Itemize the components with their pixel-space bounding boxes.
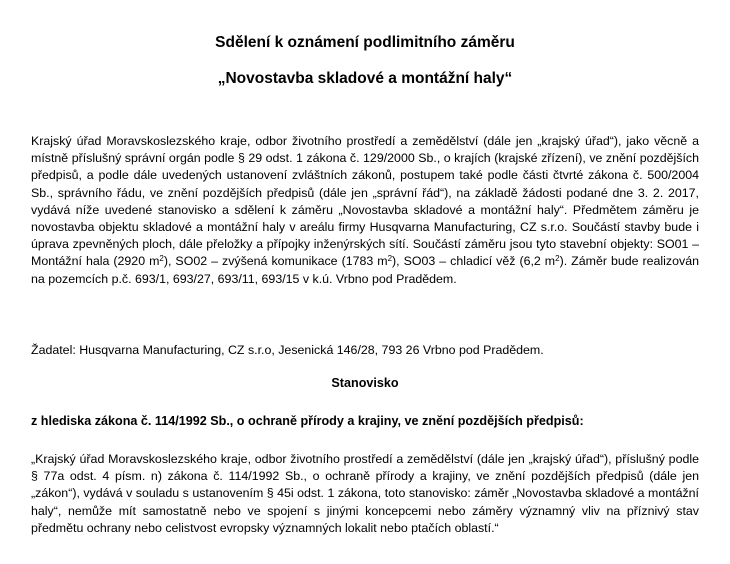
section-heading: Stanovisko — [331, 376, 399, 390]
document-subtitle: „Novostavba skladové a montážní haly“ — [217, 70, 513, 87]
quote-paragraph: „Krajský úřad Moravskoslezského kraje, odbor životního prostředí a zemědělství (dále jen „krajský úřad“), příslušný podle § 77a odst. 4 písm. n) zákona č. 114/1992 Sb., o ochraně přírody a krajiny, ve znění pozdějších předpisů (dále jen „zákon“), vydává v souladu s ustanovením § 45i odst. 1 zákona, toto stanovisko: záměr „Novostavba skladové a montážní haly“, nemůže mít samostatně nebo ve spojení s jinými koncepcemi nebo záměry významný vliv na příznivý stav předmětu ochrany nebo celistvost evropsky významných lokalit nebo ptačích oblastí.“ — [31, 452, 699, 535]
superscript-2: 2 — [387, 254, 393, 264]
document-title: Sdělení k oznámení podlimitního záměru — [215, 34, 515, 51]
intro-text-3: ), SO03 – chladicí věž (6,2 m — [392, 254, 556, 269]
applicant-line: Žadatel: Husqvarna Manufacturing, CZ s.r.o, Jesenická 146/28, 793 26 Vrbno pod Pradědem. — [31, 343, 544, 357]
intro-text-1: Krajský úřad Moravskoslezského kraje, odbor životního prostředí a zemědělství (dále jen „krajský úřad“), jako věcně a místně příslušný správní orgán podle § 29 odst. 1 zákona č. 129/2000 Sb., o krajích (krajské zřízení), ve znění pozdějších předpisů, a podle dále uvedených ustanovení zvláštních zákonů, postupem také podle části čtvrté zákona č. 500/2004 Sb., správního řádu, ve znění pozdějších předpisů (dále jen „správní řád“), na základě žádosti podané dne 3. 2. 2017, vydává níže uvedené stanovisko a sdělení k záměru „Novostavba skladové a montážní haly“. Předmětem záměru je novostavba objektu skladové a montážní haly v areálu firmy Husqvarna Manufacturing, CZ s.r.o. Součástí stavby bude i úprava zpevněných ploch, dále přeložky a přípojky inženýrských sítí. Součástí záměru jsou tyto stavební objekty: SO01 – Montážní hala (2920 m — [31, 134, 699, 269]
law-heading: z hlediska zákona č. 114/1992 Sb., o ochraně přírody a krajiny, ve znění pozdějších předpisů: — [31, 414, 584, 428]
intro-paragraph — [31, 133, 699, 288]
superscript-2: 2 — [159, 254, 164, 264]
intro-text-2: ), SO02 – zvýšená komunikace (1783 m — [163, 254, 388, 269]
intro-text-4: ). Záměr bude realizován na pozemcích p.č. 693/1, 693/27, 693/11, 693/15 v k.ú. Vrbno pod Pradědem. — [31, 254, 699, 286]
superscript-2: 2 — [555, 254, 560, 264]
